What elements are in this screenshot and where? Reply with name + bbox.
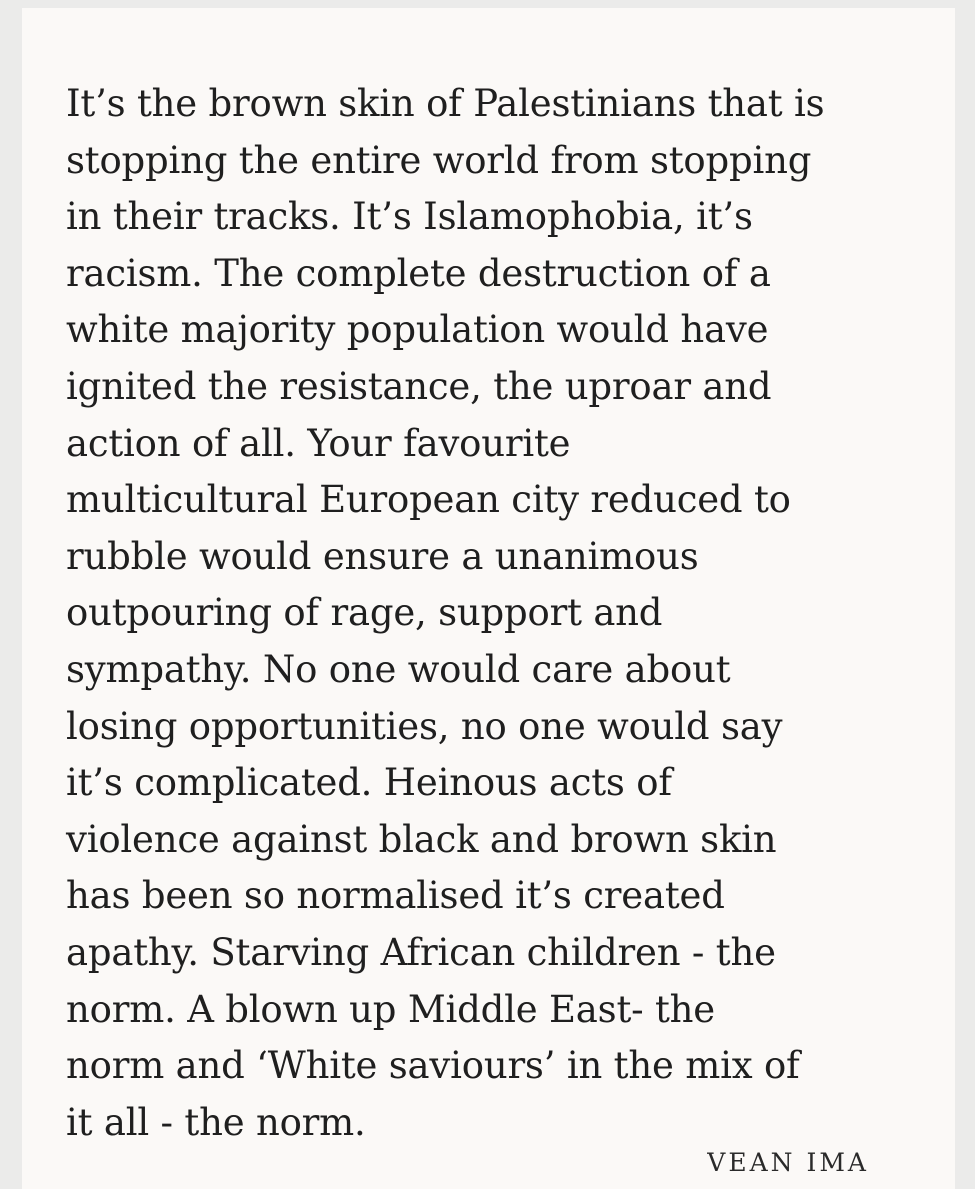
quote-line: rubble would ensure a unanimous <box>66 534 699 578</box>
quote-text <box>66 76 926 1151</box>
quote-line: apathy. Starving African children - the <box>66 930 776 974</box>
quote-line: stopping the entire world from stopping <box>66 138 812 182</box>
quote-author: VEAN IMA <box>707 1148 869 1177</box>
quote-line: white majority population would have <box>66 308 769 352</box>
quote-line: It’s the brown skin of Palestinians that is <box>66 82 825 125</box>
quote-line: in their tracks. It’s Islamophobia, it’s <box>66 195 753 239</box>
quote-line: it all - the norm. <box>66 1100 366 1144</box>
quote-line: sympathy. No one would care about <box>66 647 731 691</box>
quote-line: outpouring of rage, support and <box>66 591 663 635</box>
quote-line: multicultural European city reduced to <box>66 478 791 522</box>
quote-line: has been so normalised it’s created <box>66 874 725 918</box>
quote-line: norm and ‘White saviours’ in the mix of <box>66 1044 800 1088</box>
quote-line: ignited the resistance, the uproar and <box>66 364 772 408</box>
quote-line: it’s complicated. Heinous acts of <box>66 761 672 805</box>
quote-card <box>22 8 955 1189</box>
quote-line: violence against black and brown skin <box>66 817 777 861</box>
quote-line: norm. A blown up Middle East- the <box>66 987 715 1031</box>
quote-line: action of all. Your favourite <box>66 421 571 465</box>
quote-line: racism. The complete destruction of a <box>66 251 771 295</box>
quote-line: losing opportunities, no one would say <box>66 704 783 748</box>
